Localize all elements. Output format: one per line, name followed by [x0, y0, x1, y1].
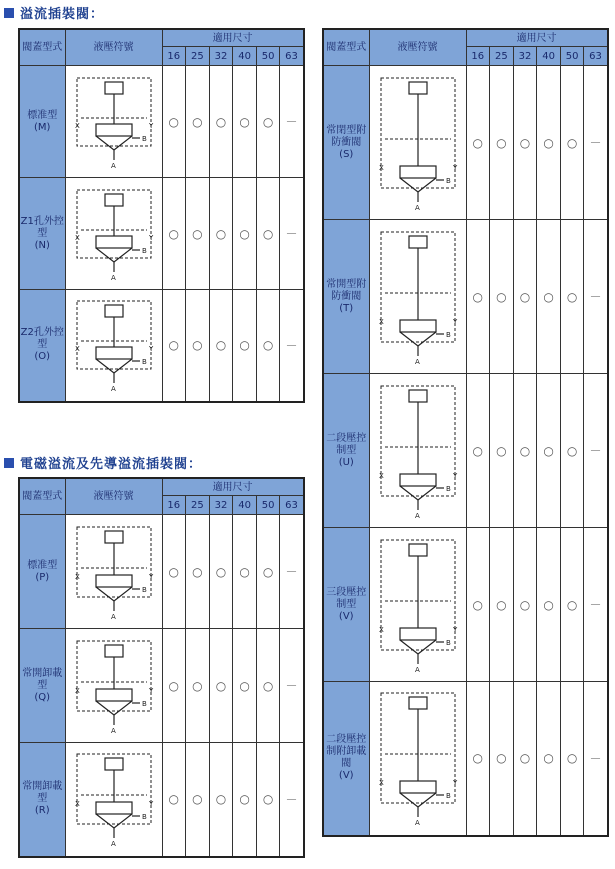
header-size-25: 25 — [186, 47, 210, 66]
header-size-16: 16 — [466, 47, 490, 66]
bullet-square-icon — [4, 458, 14, 468]
port-x-label: X — [74, 233, 80, 242]
model-cell — [323, 374, 369, 528]
hydraulic-symbol — [69, 72, 159, 172]
size-availability-50: ○ — [560, 66, 584, 220]
port-a-label: A — [414, 819, 420, 828]
header-size-32: 32 — [209, 47, 233, 66]
cartridge-body-icon — [96, 347, 132, 359]
port-y-label: Y — [452, 471, 457, 480]
size-availability-50: ○ — [256, 66, 280, 178]
size-availability-40: ○ — [233, 743, 257, 857]
size-availability-16: ○ — [466, 682, 490, 836]
size-availability-32: ○ — [209, 743, 233, 857]
port-b-label: B — [445, 792, 451, 801]
pilot-valve-icon — [105, 758, 123, 770]
model-cell — [19, 743, 65, 857]
size-availability-40: ○ — [233, 290, 257, 402]
symbol-cell — [369, 528, 466, 682]
port-b-label: B — [141, 699, 147, 708]
symbol-cell — [65, 290, 162, 402]
size-availability-32: ○ — [209, 515, 233, 629]
hydraulic-symbol — [69, 521, 159, 623]
model-code: (T) — [339, 302, 354, 314]
bullet-square-icon — [4, 8, 14, 18]
port-a-label: A — [110, 161, 116, 170]
model-name: 常閉型附防衝閥 — [326, 124, 367, 148]
size-availability-25: ○ — [186, 178, 210, 290]
pilot-valve-icon — [105, 531, 123, 543]
symbol-cell — [65, 66, 162, 178]
symbol-cell — [369, 66, 466, 220]
size-availability-50: ○ — [560, 682, 584, 836]
port-x-label: X — [74, 572, 80, 581]
port-b-label: B — [445, 638, 451, 647]
size-availability-50: ○ — [256, 629, 280, 743]
hydraulic-symbol — [373, 72, 463, 214]
size-availability-63: － — [584, 66, 608, 220]
size-availability-32: ○ — [513, 66, 537, 220]
port-y-label: Y — [452, 317, 457, 326]
symbol-cell — [369, 682, 466, 836]
port-y-label: Y — [148, 233, 153, 242]
pilot-valve-icon — [409, 236, 427, 248]
size-availability-25: ○ — [186, 515, 210, 629]
cartridge-body-icon — [400, 474, 436, 486]
port-a-label: A — [110, 385, 116, 394]
size-availability-50: ○ — [256, 290, 280, 402]
pilot-valve-icon — [105, 194, 123, 206]
header-sizes: 適用尺寸 — [466, 29, 608, 47]
model-code: (M) — [34, 121, 51, 133]
header-size-25: 25 — [186, 496, 210, 515]
port-a-label: A — [110, 612, 116, 621]
poppet-icon — [400, 332, 436, 346]
size-availability-40: ○ — [233, 629, 257, 743]
port-a-label: A — [110, 726, 116, 735]
table-solenoid-relief-right — [322, 28, 609, 837]
port-a-label: A — [414, 203, 420, 212]
port-a-label: A — [414, 511, 420, 520]
header-size-50: 50 — [256, 47, 280, 66]
size-availability-40: ○ — [537, 682, 561, 836]
table-row — [323, 682, 608, 836]
poppet-icon — [96, 248, 132, 262]
size-availability-50: ○ — [256, 178, 280, 290]
poppet-icon — [96, 814, 132, 828]
size-availability-16: ○ — [162, 290, 186, 402]
section-heading-relief — [4, 3, 104, 22]
size-availability-25: ○ — [490, 220, 514, 374]
size-availability-40: ○ — [537, 66, 561, 220]
size-availability-50: ○ — [256, 743, 280, 857]
size-availability-25: ○ — [186, 629, 210, 743]
cartridge-body-icon — [96, 575, 132, 587]
table-relief-valves — [18, 28, 305, 403]
size-availability-40: ○ — [537, 528, 561, 682]
size-availability-32: ○ — [513, 220, 537, 374]
size-availability-32: ○ — [209, 629, 233, 743]
poppet-icon — [400, 640, 436, 654]
model-name: 二段壓控制附卸載閥 — [326, 734, 367, 770]
symbol-cell — [65, 178, 162, 290]
size-availability-32: ○ — [209, 66, 233, 178]
cartridge-body-icon — [96, 124, 132, 136]
size-availability-32: ○ — [513, 528, 537, 682]
size-availability-25: ○ — [186, 743, 210, 857]
size-availability-25: ○ — [490, 66, 514, 220]
port-y-label: Y — [452, 625, 457, 634]
port-b-label: B — [445, 484, 451, 493]
cartridge-body-icon — [96, 236, 132, 248]
cartridge-body-icon — [96, 802, 132, 814]
poppet-icon — [96, 701, 132, 715]
header-size-32: 32 — [209, 496, 233, 515]
hydraulic-symbol — [69, 748, 159, 850]
size-availability-50: ○ — [560, 374, 584, 528]
size-availability-63: － — [280, 178, 304, 290]
table-row — [323, 66, 608, 220]
pilot-valve-icon — [409, 544, 427, 556]
size-availability-40: ○ — [537, 374, 561, 528]
symbol-cell — [369, 220, 466, 374]
table-row — [19, 66, 304, 178]
table-row — [19, 515, 304, 629]
header-symbol: 液壓符號 — [65, 29, 162, 66]
header-size-50: 50 — [256, 496, 280, 515]
cartridge-body-icon — [400, 628, 436, 640]
hydraulic-symbol — [373, 226, 463, 368]
size-availability-32: ○ — [513, 682, 537, 836]
header-size-40: 40 — [233, 496, 257, 515]
size-availability-16: ○ — [162, 66, 186, 178]
model-code: (N) — [34, 239, 50, 251]
symbol-cell — [65, 743, 162, 857]
pilot-valve-icon — [409, 697, 427, 709]
symbol-cell — [369, 374, 466, 528]
model-cell — [323, 528, 369, 682]
table-row — [19, 743, 304, 857]
pilot-valve-icon — [105, 305, 123, 317]
header-sizes: 適用尺寸 — [162, 478, 304, 496]
model-name: 常開卸載型 — [22, 667, 63, 691]
cartridge-body-icon — [400, 320, 436, 332]
port-b-label: B — [141, 585, 147, 594]
model-cell — [19, 178, 65, 290]
size-availability-50: ○ — [560, 220, 584, 374]
model-code: (S) — [339, 148, 354, 160]
port-y-label: Y — [148, 800, 153, 809]
port-x-label: X — [378, 779, 384, 788]
model-code: (U) — [338, 456, 354, 468]
port-b-label: B — [445, 176, 451, 185]
size-availability-16: ○ — [162, 515, 186, 629]
poppet-icon — [96, 136, 132, 150]
size-availability-63: － — [280, 629, 304, 743]
header-size-50: 50 — [560, 47, 584, 66]
port-b-label: B — [141, 134, 147, 143]
size-availability-63: － — [280, 66, 304, 178]
poppet-icon — [96, 587, 132, 601]
model-name: 二段壓控制型 — [326, 432, 367, 456]
header-sizes: 適用尺寸 — [162, 29, 304, 47]
model-name: Z2孔外控型 — [20, 327, 64, 351]
size-availability-25: ○ — [490, 528, 514, 682]
model-name: 常開型附防衝閥 — [326, 278, 367, 302]
section-heading-solenoid — [4, 453, 202, 472]
size-availability-25: ○ — [186, 290, 210, 402]
symbol-cell — [65, 629, 162, 743]
size-availability-25: ○ — [490, 374, 514, 528]
header-model-type: 閥蓋型式 — [19, 29, 65, 66]
table-row — [19, 290, 304, 402]
cartridge-body-icon — [400, 166, 436, 178]
port-x-label: X — [74, 686, 80, 695]
size-availability-25: ○ — [490, 682, 514, 836]
port-x-label: X — [378, 471, 384, 480]
model-code: (R) — [34, 805, 50, 817]
symbol-cell — [65, 515, 162, 629]
size-availability-25: ○ — [186, 66, 210, 178]
size-availability-40: ○ — [233, 515, 257, 629]
section-title: 電磁溢流及先導溢流插裝閥： — [20, 457, 203, 472]
header-size-40: 40 — [233, 47, 257, 66]
size-availability-63: － — [280, 515, 304, 629]
model-code: (O) — [34, 351, 51, 363]
header-size-16: 16 — [162, 496, 186, 515]
model-code: (V) — [338, 770, 354, 782]
model-name: 三段壓控制型 — [326, 586, 367, 610]
size-availability-63: － — [584, 374, 608, 528]
size-availability-40: ○ — [233, 178, 257, 290]
port-x-label: X — [74, 345, 80, 354]
size-availability-63: － — [280, 290, 304, 402]
cartridge-body-icon — [96, 689, 132, 701]
size-availability-16: ○ — [162, 743, 186, 857]
port-b-label: B — [141, 358, 147, 367]
model-cell — [19, 515, 65, 629]
size-availability-16: ○ — [466, 220, 490, 374]
poppet-icon — [96, 359, 132, 373]
port-y-label: Y — [148, 686, 153, 695]
header-symbol: 液壓符號 — [65, 478, 162, 515]
port-y-label: Y — [452, 163, 457, 172]
section-title: 溢流插裝閥： — [20, 7, 105, 22]
size-availability-16: ○ — [162, 629, 186, 743]
header-size-40: 40 — [537, 47, 561, 66]
port-x-label: X — [378, 625, 384, 634]
size-availability-63: － — [584, 682, 608, 836]
port-b-label: B — [445, 330, 451, 339]
size-availability-50: ○ — [560, 528, 584, 682]
model-cell — [323, 220, 369, 374]
size-availability-32: ○ — [209, 178, 233, 290]
port-a-label: A — [110, 840, 116, 849]
table-row — [19, 178, 304, 290]
port-a-label: A — [414, 665, 420, 674]
port-b-label: B — [141, 246, 147, 255]
size-availability-16: ○ — [466, 66, 490, 220]
hydraulic-symbol — [373, 687, 463, 829]
table-row — [323, 528, 608, 682]
model-cell — [19, 629, 65, 743]
model-code: (P) — [35, 571, 50, 583]
size-availability-16: ○ — [466, 528, 490, 682]
port-a-label: A — [414, 357, 420, 366]
header-size-25: 25 — [490, 47, 514, 66]
size-availability-63: － — [280, 743, 304, 857]
size-availability-40: ○ — [233, 66, 257, 178]
size-availability-16: ○ — [466, 374, 490, 528]
model-cell — [323, 682, 369, 836]
size-availability-32: ○ — [209, 290, 233, 402]
port-x-label: X — [74, 800, 80, 809]
cartridge-body-icon — [400, 781, 436, 793]
poppet-icon — [400, 486, 436, 500]
pilot-valve-icon — [105, 645, 123, 657]
port-y-label: Y — [452, 779, 457, 788]
model-cell — [19, 290, 65, 402]
hydraulic-symbol — [373, 380, 463, 522]
size-availability-32: ○ — [513, 374, 537, 528]
port-y-label: Y — [148, 345, 153, 354]
model-name: Z1孔外控型 — [20, 215, 64, 239]
model-cell — [19, 66, 65, 178]
model-code: (V) — [338, 610, 354, 622]
table-solenoid-relief-left — [18, 477, 305, 858]
model-cell — [323, 66, 369, 220]
table-row — [323, 374, 608, 528]
model-code: (Q) — [34, 691, 51, 703]
header-size-63: 63 — [280, 496, 304, 515]
port-x-label: X — [378, 317, 384, 326]
pilot-valve-icon — [409, 390, 427, 402]
size-availability-16: ○ — [162, 178, 186, 290]
table-row — [323, 220, 608, 374]
size-availability-40: ○ — [537, 220, 561, 374]
header-model-type: 閥蓋型式 — [19, 478, 65, 515]
hydraulic-symbol — [69, 295, 159, 395]
model-name: 標准型 — [27, 109, 58, 121]
header-model-type: 閥蓋型式 — [323, 29, 369, 66]
hydraulic-symbol — [69, 184, 159, 284]
model-name: 標准型 — [27, 559, 58, 571]
size-availability-63: － — [584, 528, 608, 682]
port-a-label: A — [110, 273, 116, 282]
header-symbol: 液壓符號 — [369, 29, 466, 66]
size-availability-63: － — [584, 220, 608, 374]
port-x-label: X — [74, 121, 80, 130]
port-y-label: Y — [148, 121, 153, 130]
port-b-label: B — [141, 813, 147, 822]
hydraulic-symbol — [69, 635, 159, 737]
pilot-valve-icon — [105, 82, 123, 94]
header-size-63: 63 — [584, 47, 608, 66]
header-size-63: 63 — [280, 47, 304, 66]
poppet-icon — [400, 793, 436, 807]
header-size-16: 16 — [162, 47, 186, 66]
table-row — [19, 629, 304, 743]
poppet-icon — [400, 178, 436, 192]
pilot-valve-icon — [409, 82, 427, 94]
model-name: 常開卸載型 — [22, 781, 63, 805]
hydraulic-symbol — [373, 534, 463, 676]
size-availability-50: ○ — [256, 515, 280, 629]
port-x-label: X — [378, 163, 384, 172]
header-size-32: 32 — [513, 47, 537, 66]
port-y-label: Y — [148, 572, 153, 581]
